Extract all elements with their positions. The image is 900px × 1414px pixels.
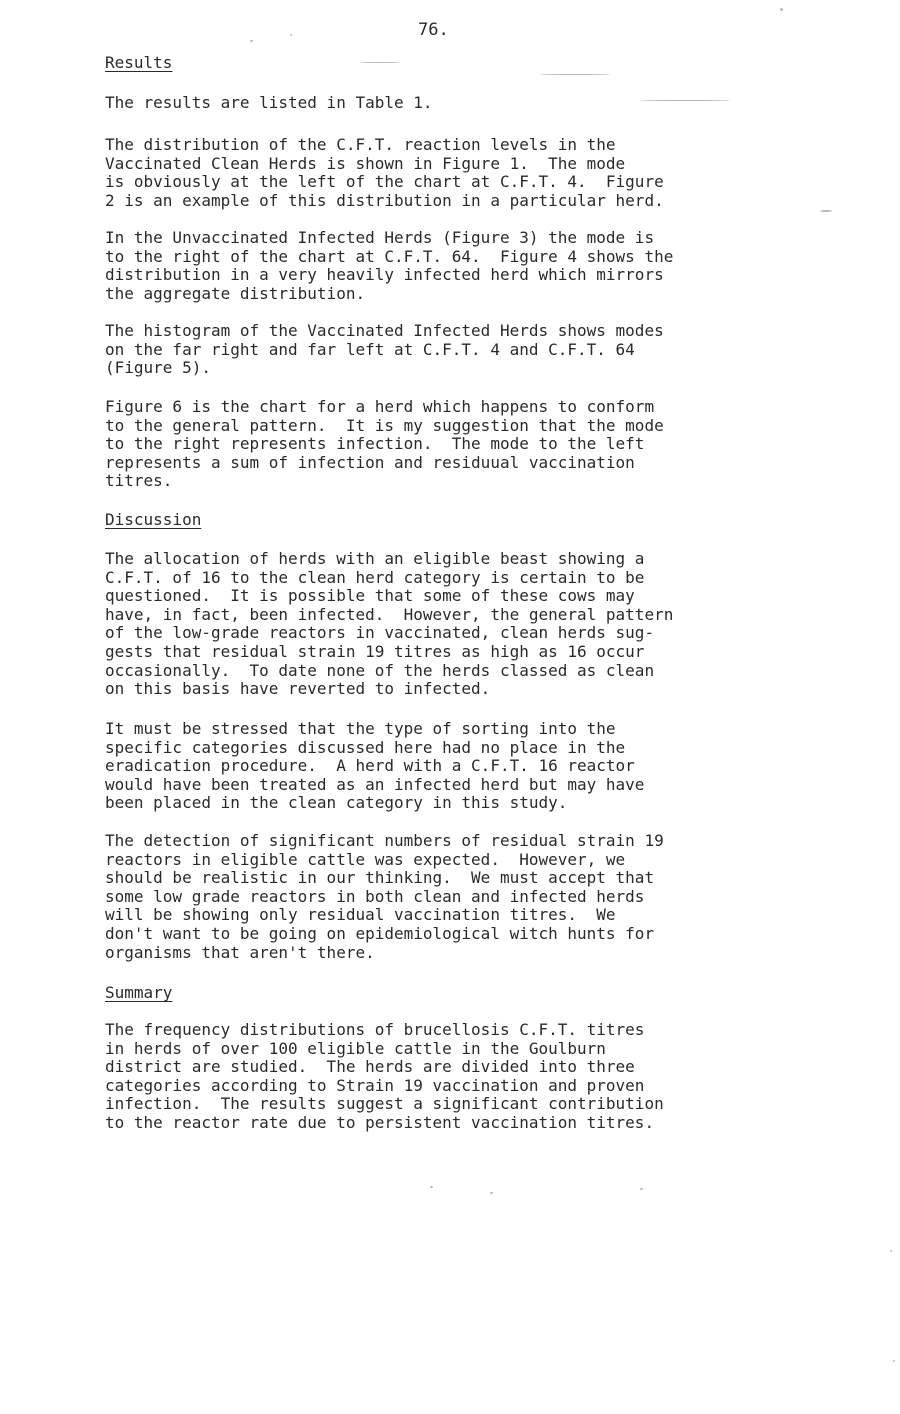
text-line: The frequency distributions of brucellosis C.F.T. titres <box>105 1020 645 1039</box>
discussion-paragraph-1 <box>105 550 805 699</box>
text-line: to the right of the chart at C.F.T. 64. Figure 4 shows the <box>105 246 674 266</box>
text-line: occasionally. To date none of the herds classed as clean <box>105 660 655 680</box>
text-line: to the reactor rate due to persistent vaccination titres. <box>105 1112 655 1132</box>
text-line: Vaccinated Clean Herds is shown in Figure 1. The mode <box>105 153 626 173</box>
text-line: C.F.T. of 16 to the clean herd category is certain to be <box>105 567 645 587</box>
results-paragraph-1 <box>105 94 805 113</box>
text-line: The results are listed in Table 1. <box>105 93 433 112</box>
text-line: The distribution of the C.F.T. reaction levels in the <box>105 135 616 154</box>
text-line: been placed in the clean category in this study. <box>105 793 568 813</box>
summary-paragraph-1 <box>105 1021 805 1133</box>
text-line: don't want to be going on epidemiological witch hunts for <box>105 923 655 943</box>
scan-speck <box>250 40 253 42</box>
text-line: will be showing only residual vaccination titres. We <box>105 905 616 925</box>
text-line: infection. The results suggest a significant contribution <box>105 1094 664 1114</box>
results-paragraph-5 <box>105 398 805 491</box>
text-line: categories according to Strain 19 vaccination and proven <box>105 1075 645 1095</box>
text-line: The allocation of herds with an eligible beast showing a <box>105 549 645 568</box>
text-line: in herds of over 100 eligible cattle in the Goulburn <box>105 1038 606 1058</box>
text-line: specific categories discussed here had no place in the <box>105 737 626 757</box>
text-line: district are studied. The herds are divided into three <box>105 1057 635 1077</box>
text-line: to the general pattern. It is my suggestion that the mode <box>105 415 664 435</box>
text-line: questioned. It is possible that some of these cows may <box>105 586 635 606</box>
text-line: distribution in a very heavily infected herd which mirrors <box>105 265 664 285</box>
results-heading: Results <box>105 53 173 72</box>
scan-speck <box>290 34 292 36</box>
text-line: gests that residual strain 19 titres as high as 16 occur <box>105 641 645 661</box>
text-line: (Figure 5). <box>105 358 211 378</box>
text-line: In the Unvaccinated Infected Herds (Figure 3) the mode is <box>105 228 655 247</box>
discussion-paragraph-2 <box>105 720 805 813</box>
scan-speck <box>360 62 400 63</box>
text-line: should be realistic in our thinking. We must accept that <box>105 868 655 888</box>
scan-speck <box>893 1360 895 1362</box>
summary-heading: Summary <box>105 983 173 1002</box>
text-line: The detection of significant numbers of residual strain 19 <box>105 831 664 850</box>
text-line: organisms that aren't there. <box>105 942 375 962</box>
text-line: would have been treated as an infected herd but may have <box>105 774 645 794</box>
text-line: to the right represents infection. The mode to the left <box>105 434 645 454</box>
page-number: 76. <box>418 20 449 40</box>
text-line: have, in fact, been infected. However, the general pattern <box>105 604 674 624</box>
text-line: is obviously at the left of the chart at C.F.T. 4. Figure <box>105 172 664 192</box>
results-paragraph-3 <box>105 229 805 303</box>
results-paragraph-4 <box>105 322 805 378</box>
text-line: the aggregate distribution. <box>105 283 366 303</box>
scan-speck <box>640 1188 643 1190</box>
text-line: Figure 6 is the chart for a herd which happens to conform <box>105 397 655 416</box>
scan-speck <box>890 1250 892 1252</box>
text-line: titres. <box>105 471 173 491</box>
scan-speck <box>490 1192 493 1194</box>
scan-speck <box>540 74 610 75</box>
text-line: represents a sum of infection and residuual vaccination <box>105 452 635 472</box>
scan-speck <box>820 210 832 212</box>
text-line: It must be stressed that the type of sorting into the <box>105 719 616 738</box>
text-line: some low grade reactors in both clean and infected herds <box>105 886 645 906</box>
text-line: on this basis have reverted to infected. <box>105 679 491 699</box>
text-line: 2 is an example of this distribution in a particular herd. <box>105 190 664 210</box>
text-line: on the far right and far left at C.F.T. 4 and C.F.T. 64 <box>105 339 635 359</box>
discussion-paragraph-3 <box>105 832 805 962</box>
scan-speck <box>430 1186 433 1188</box>
scan-speck <box>640 100 730 101</box>
scan-speck <box>780 8 783 11</box>
discussion-heading: Discussion <box>105 510 202 529</box>
text-line: The histogram of the Vaccinated Infected Herds shows modes <box>105 321 664 340</box>
text-line: of the low-grade reactors in vaccinated, clean herds sug- <box>105 623 655 643</box>
results-paragraph-2 <box>105 136 805 210</box>
text-line: reactors in eligible cattle was expected. However, we <box>105 849 626 869</box>
text-line: eradication procedure. A herd with a C.F.T. 16 reactor <box>105 756 635 776</box>
